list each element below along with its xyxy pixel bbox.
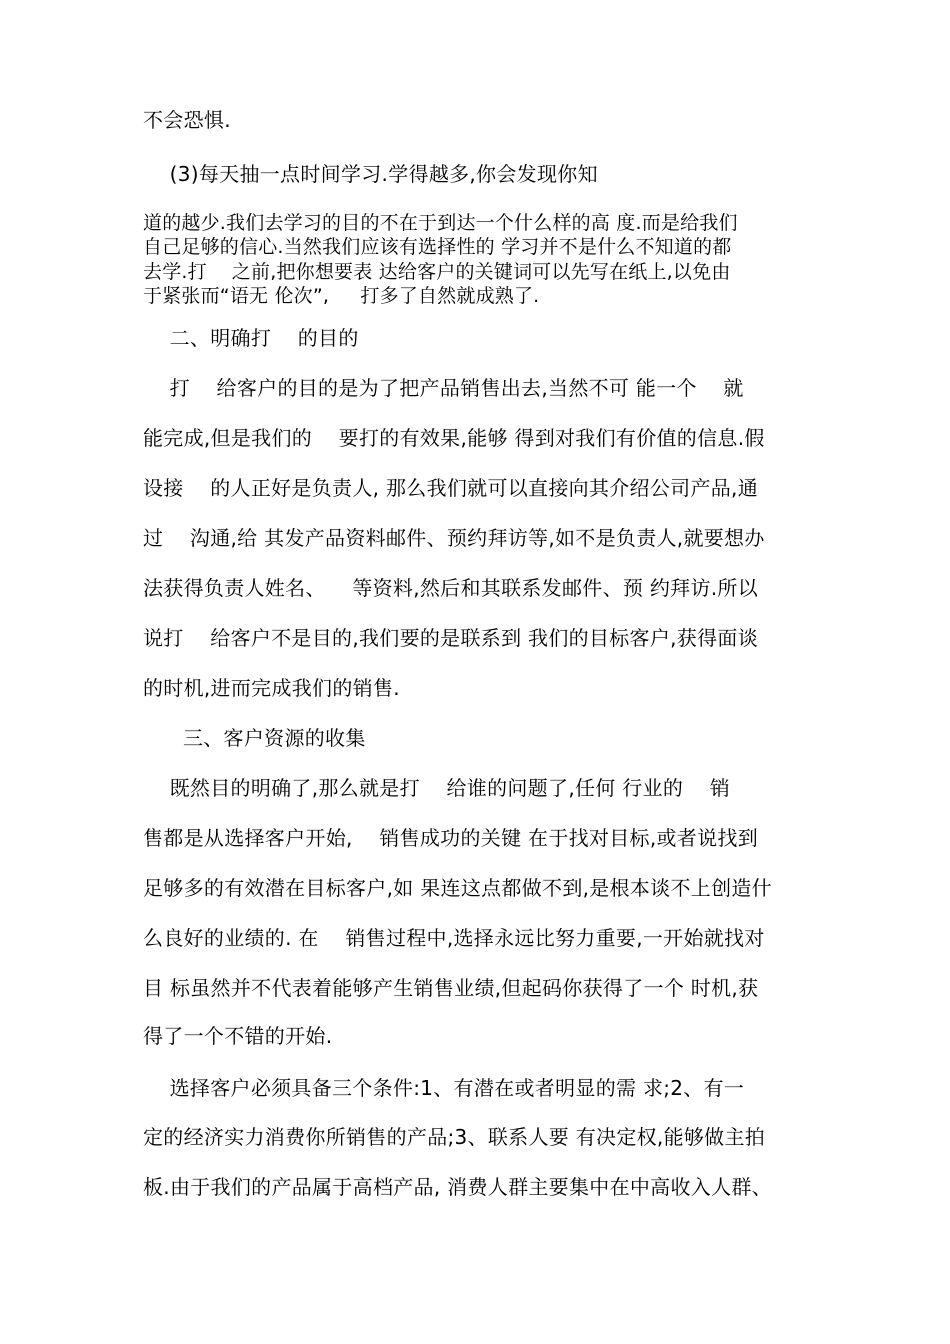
text-line: (3)每天抽一点时间学习.学得越多,你会发现你知 [143,162,598,186]
text-line: 既然目的明确了,那么就是打 给谁的问题了,任何 行业的 销 [143,776,731,800]
text-line: 说打 给客户不是目的,我们要的是联系到 我们的目标客户,获得面谈 [143,626,759,650]
text-line: 不会恐惧. [143,108,231,132]
section-heading: 二、明确打 的目的 [143,326,359,350]
text-line: 法获得负责人姓名、 等资料,然后和其联系发邮件、预 约拜访.所以 [143,576,759,600]
text-line: 设接 的人正好是负责人, 那么我们就可以直接向其介绍公司产品,通 [143,476,759,500]
text-line: 得了一个不错的开始. [143,1024,333,1048]
text-line: 打 给客户的目的是为了把产品销售出去,当然不可 能一个 就 [143,376,744,400]
text-line: 么良好的业绩的. 在 销售过程中,选择永远比努力重要,一开始就找对 [143,926,765,950]
text-line: 板.由于我们的产品属于高档产品, 消费人群主要集中在中高收入人群、 [143,1175,772,1199]
text-line: 自己足够的信心.当然我们应该有选择性的 学习并不是什么不知道的都 [143,236,732,258]
text-line: 定的经济实力消费你所销售的产品;3、联系人要 有决定权,能够做主拍 [143,1125,766,1149]
text-line: 能完成,但是我们的 要打的有效果,能够 得到对我们有价值的信息.假 [143,426,765,450]
text-line: 选择客户必须具备三个条件:1、有潜在或者明显的需 求;2、有一 [143,1076,745,1100]
text-line: 售都是从选择客户开始, 销售成功的关键 在于找对目标,或者说找到 [143,826,759,850]
text-line: 足够多的有效潜在目标客户,如 果连这点都做不到,是根本谈不上创造什 [143,876,772,900]
text-line: 的时机,进而完成我们的销售. [143,676,400,700]
text-line: 目 标虽然并不代表着能够产生销售业绩,但起码你获得了一个 时机,获 [143,976,759,1000]
section-heading: 三、客户资源的收集 [143,726,366,750]
text-line: 于紧张而“语无 伦次”, 打多了自然就成熟了. [143,285,540,307]
text-line: 过 沟通,给 其发产品资料邮件、预约拜访等,如不是负责人,就要想办 [143,526,765,550]
text-line: 去学.打 之前,把你想要表 达给客户的关键词可以先写在纸上,以免由 [143,261,731,283]
text-line: 道的越少.我们去学习的目的不在于到达一个什么样的高 度.而是给我们 [143,212,738,234]
